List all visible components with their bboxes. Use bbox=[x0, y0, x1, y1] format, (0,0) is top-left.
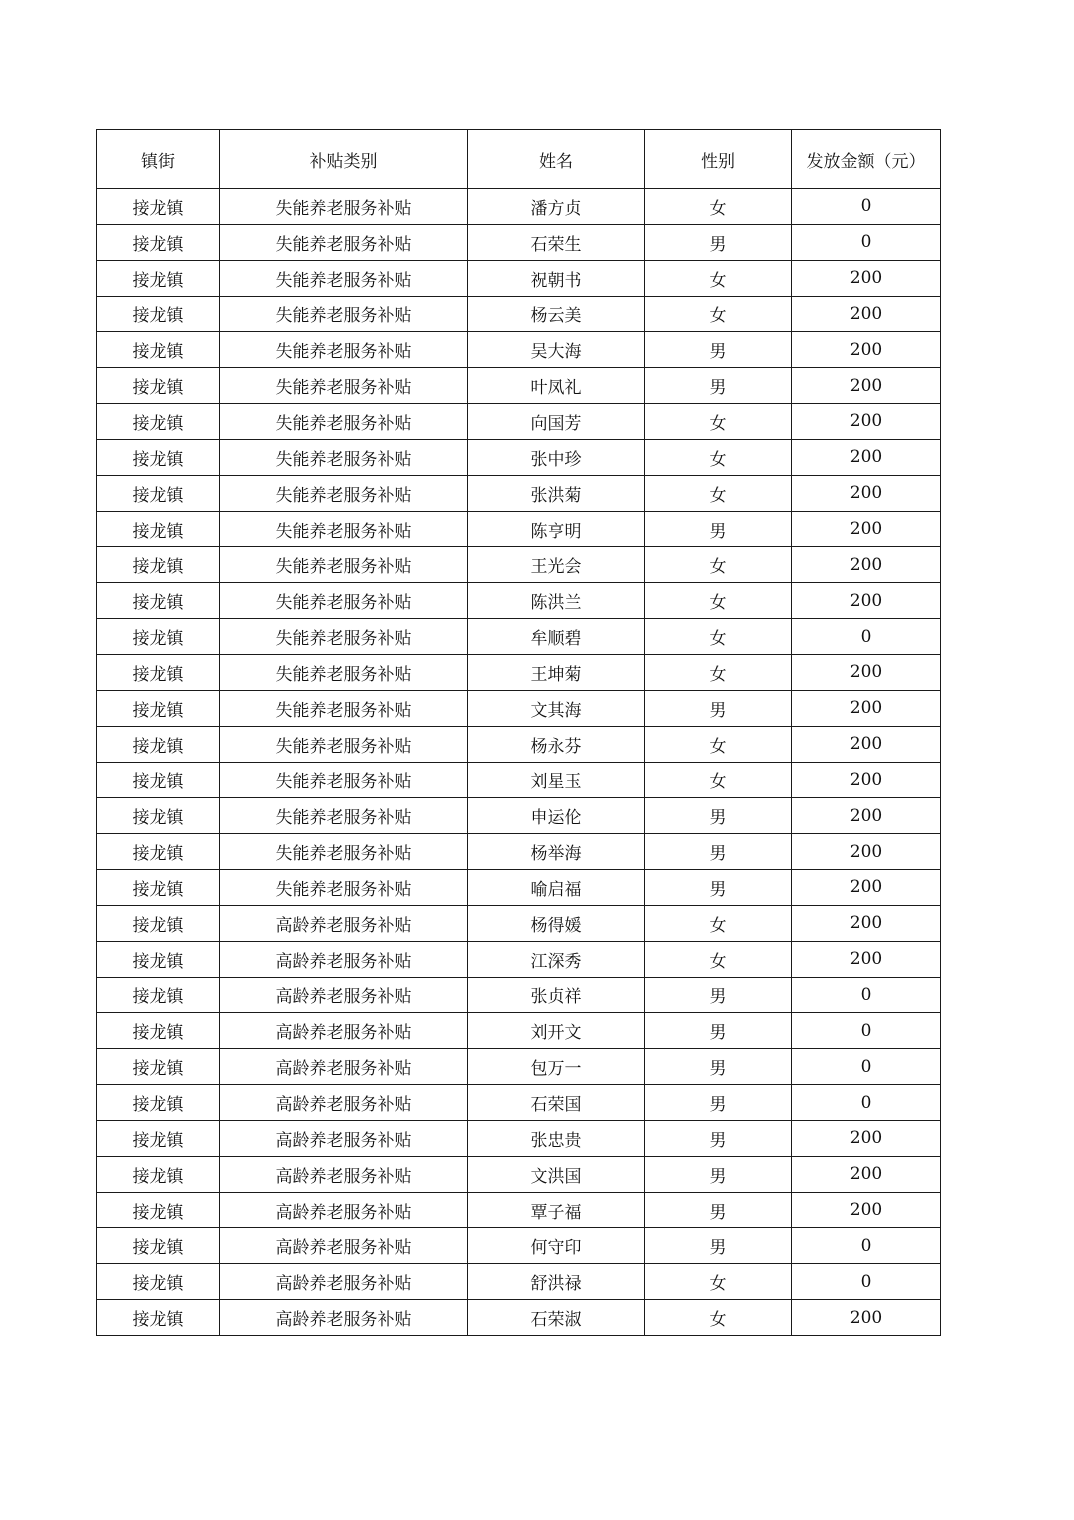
cell-town: 接龙镇 bbox=[97, 511, 220, 547]
cell-amount: 0 bbox=[792, 189, 941, 225]
cell-amount: 200 bbox=[792, 511, 941, 547]
header-subsidy-type: 补贴类别 bbox=[220, 130, 468, 189]
subsidy-table-container bbox=[96, 129, 940, 1336]
cell-name: 祝朝书 bbox=[468, 260, 645, 296]
cell-town: 接龙镇 bbox=[97, 296, 220, 332]
table-row bbox=[97, 224, 941, 260]
cell-name: 石荣国 bbox=[468, 1085, 645, 1121]
cell-amount: 200 bbox=[792, 1156, 941, 1192]
cell-amount: 0 bbox=[792, 1264, 941, 1300]
cell-subsidy-type: 高龄养老服务补贴 bbox=[220, 905, 468, 941]
table-row bbox=[97, 1300, 941, 1336]
cell-gender: 男 bbox=[645, 1228, 792, 1264]
cell-amount: 0 bbox=[792, 1049, 941, 1085]
cell-amount: 200 bbox=[792, 296, 941, 332]
cell-gender: 男 bbox=[645, 798, 792, 834]
cell-name: 王光会 bbox=[468, 547, 645, 583]
cell-subsidy-type: 高龄养老服务补贴 bbox=[220, 1085, 468, 1121]
cell-name: 喻启福 bbox=[468, 870, 645, 906]
cell-gender: 女 bbox=[645, 905, 792, 941]
cell-gender: 女 bbox=[645, 1300, 792, 1336]
cell-town: 接龙镇 bbox=[97, 905, 220, 941]
cell-name: 张洪菊 bbox=[468, 475, 645, 511]
cell-gender: 女 bbox=[645, 726, 792, 762]
table-row bbox=[97, 870, 941, 906]
table-row bbox=[97, 798, 941, 834]
cell-name: 何守印 bbox=[468, 1228, 645, 1264]
cell-name: 申运伦 bbox=[468, 798, 645, 834]
cell-amount: 200 bbox=[792, 834, 941, 870]
header-name: 姓名 bbox=[468, 130, 645, 189]
cell-gender: 男 bbox=[645, 368, 792, 404]
cell-amount: 200 bbox=[792, 404, 941, 440]
cell-amount: 200 bbox=[792, 798, 941, 834]
cell-name: 舒洪禄 bbox=[468, 1264, 645, 1300]
table-row bbox=[97, 1192, 941, 1228]
cell-subsidy-type: 失能养老服务补贴 bbox=[220, 690, 468, 726]
cell-town: 接龙镇 bbox=[97, 1192, 220, 1228]
table-row bbox=[97, 654, 941, 690]
cell-amount: 200 bbox=[792, 870, 941, 906]
table-row bbox=[97, 1264, 941, 1300]
cell-amount: 0 bbox=[792, 1013, 941, 1049]
header-gender: 性别 bbox=[645, 130, 792, 189]
table-row bbox=[97, 439, 941, 475]
cell-amount: 200 bbox=[792, 547, 941, 583]
table-row bbox=[97, 583, 941, 619]
cell-subsidy-type: 失能养老服务补贴 bbox=[220, 726, 468, 762]
cell-name: 江深秀 bbox=[468, 941, 645, 977]
cell-name: 杨云美 bbox=[468, 296, 645, 332]
table-row bbox=[97, 260, 941, 296]
cell-town: 接龙镇 bbox=[97, 977, 220, 1013]
cell-name: 杨得媛 bbox=[468, 905, 645, 941]
table-row bbox=[97, 189, 941, 225]
cell-gender: 女 bbox=[645, 296, 792, 332]
cell-town: 接龙镇 bbox=[97, 798, 220, 834]
cell-name: 吴大海 bbox=[468, 332, 645, 368]
cell-town: 接龙镇 bbox=[97, 726, 220, 762]
table-row bbox=[97, 1120, 941, 1156]
cell-subsidy-type: 高龄养老服务补贴 bbox=[220, 977, 468, 1013]
cell-subsidy-type: 失能养老服务补贴 bbox=[220, 260, 468, 296]
cell-subsidy-type: 高龄养老服务补贴 bbox=[220, 941, 468, 977]
cell-gender: 男 bbox=[645, 834, 792, 870]
cell-subsidy-type: 失能养老服务补贴 bbox=[220, 547, 468, 583]
cell-gender: 男 bbox=[645, 1085, 792, 1121]
table-row bbox=[97, 475, 941, 511]
cell-gender: 女 bbox=[645, 762, 792, 798]
cell-amount: 200 bbox=[792, 475, 941, 511]
cell-subsidy-type: 失能养老服务补贴 bbox=[220, 834, 468, 870]
cell-amount: 0 bbox=[792, 977, 941, 1013]
table-row bbox=[97, 296, 941, 332]
cell-subsidy-type: 高龄养老服务补贴 bbox=[220, 1049, 468, 1085]
cell-town: 接龙镇 bbox=[97, 1049, 220, 1085]
cell-subsidy-type: 失能养老服务补贴 bbox=[220, 654, 468, 690]
cell-gender: 女 bbox=[645, 260, 792, 296]
cell-subsidy-type: 失能养老服务补贴 bbox=[220, 189, 468, 225]
cell-town: 接龙镇 bbox=[97, 189, 220, 225]
table-row bbox=[97, 332, 941, 368]
cell-subsidy-type: 失能养老服务补贴 bbox=[220, 798, 468, 834]
cell-subsidy-type: 失能养老服务补贴 bbox=[220, 368, 468, 404]
cell-subsidy-type: 高龄养老服务补贴 bbox=[220, 1120, 468, 1156]
cell-subsidy-type: 失能养老服务补贴 bbox=[220, 870, 468, 906]
cell-subsidy-type: 高龄养老服务补贴 bbox=[220, 1228, 468, 1264]
cell-subsidy-type: 失能养老服务补贴 bbox=[220, 762, 468, 798]
cell-town: 接龙镇 bbox=[97, 1156, 220, 1192]
cell-town: 接龙镇 bbox=[97, 1120, 220, 1156]
cell-town: 接龙镇 bbox=[97, 619, 220, 655]
cell-amount: 200 bbox=[792, 368, 941, 404]
cell-amount: 200 bbox=[792, 1192, 941, 1228]
cell-name: 陈亨明 bbox=[468, 511, 645, 547]
cell-amount: 0 bbox=[792, 224, 941, 260]
cell-gender: 男 bbox=[645, 1120, 792, 1156]
cell-town: 接龙镇 bbox=[97, 834, 220, 870]
cell-subsidy-type: 失能养老服务补贴 bbox=[220, 224, 468, 260]
cell-subsidy-type: 失能养老服务补贴 bbox=[220, 511, 468, 547]
cell-gender: 女 bbox=[645, 1264, 792, 1300]
cell-subsidy-type: 失能养老服务补贴 bbox=[220, 296, 468, 332]
cell-subsidy-type: 失能养老服务补贴 bbox=[220, 404, 468, 440]
cell-town: 接龙镇 bbox=[97, 870, 220, 906]
cell-gender: 女 bbox=[645, 475, 792, 511]
cell-gender: 男 bbox=[645, 870, 792, 906]
header-row bbox=[97, 130, 941, 189]
cell-name: 向国芳 bbox=[468, 404, 645, 440]
cell-name: 牟顺碧 bbox=[468, 619, 645, 655]
table-row bbox=[97, 1228, 941, 1264]
cell-subsidy-type: 失能养老服务补贴 bbox=[220, 619, 468, 655]
cell-amount: 200 bbox=[792, 654, 941, 690]
cell-name: 覃子福 bbox=[468, 1192, 645, 1228]
cell-town: 接龙镇 bbox=[97, 547, 220, 583]
cell-amount: 200 bbox=[792, 439, 941, 475]
cell-town: 接龙镇 bbox=[97, 1013, 220, 1049]
cell-gender: 女 bbox=[645, 547, 792, 583]
cell-name: 张中珍 bbox=[468, 439, 645, 475]
subsidy-table bbox=[96, 129, 941, 1336]
table-row bbox=[97, 368, 941, 404]
cell-amount: 0 bbox=[792, 619, 941, 655]
table-row bbox=[97, 905, 941, 941]
table-row bbox=[97, 977, 941, 1013]
header-amount: 发放金额（元） bbox=[792, 130, 941, 189]
cell-gender: 男 bbox=[645, 224, 792, 260]
cell-town: 接龙镇 bbox=[97, 332, 220, 368]
cell-town: 接龙镇 bbox=[97, 368, 220, 404]
cell-town: 接龙镇 bbox=[97, 1264, 220, 1300]
cell-name: 杨举海 bbox=[468, 834, 645, 870]
cell-subsidy-type: 高龄养老服务补贴 bbox=[220, 1192, 468, 1228]
table-row bbox=[97, 1049, 941, 1085]
cell-gender: 男 bbox=[645, 1192, 792, 1228]
cell-gender: 女 bbox=[645, 583, 792, 619]
cell-name: 石荣淑 bbox=[468, 1300, 645, 1336]
cell-name: 石荣生 bbox=[468, 224, 645, 260]
cell-town: 接龙镇 bbox=[97, 224, 220, 260]
cell-town: 接龙镇 bbox=[97, 439, 220, 475]
cell-subsidy-type: 高龄养老服务补贴 bbox=[220, 1013, 468, 1049]
cell-amount: 200 bbox=[792, 762, 941, 798]
table-row bbox=[97, 619, 941, 655]
cell-gender: 女 bbox=[645, 439, 792, 475]
cell-name: 文洪国 bbox=[468, 1156, 645, 1192]
cell-name: 文其海 bbox=[468, 690, 645, 726]
cell-name: 潘方贞 bbox=[468, 189, 645, 225]
cell-amount: 200 bbox=[792, 905, 941, 941]
cell-name: 刘开文 bbox=[468, 1013, 645, 1049]
cell-amount: 200 bbox=[792, 941, 941, 977]
cell-town: 接龙镇 bbox=[97, 260, 220, 296]
cell-amount: 200 bbox=[792, 260, 941, 296]
cell-town: 接龙镇 bbox=[97, 690, 220, 726]
cell-gender: 男 bbox=[645, 1049, 792, 1085]
cell-amount: 200 bbox=[792, 1120, 941, 1156]
table-row bbox=[97, 726, 941, 762]
cell-gender: 女 bbox=[645, 189, 792, 225]
cell-subsidy-type: 高龄养老服务补贴 bbox=[220, 1156, 468, 1192]
table-row bbox=[97, 690, 941, 726]
cell-gender: 女 bbox=[645, 619, 792, 655]
cell-subsidy-type: 失能养老服务补贴 bbox=[220, 583, 468, 619]
cell-amount: 200 bbox=[792, 1300, 941, 1336]
table-row bbox=[97, 834, 941, 870]
cell-town: 接龙镇 bbox=[97, 1228, 220, 1264]
cell-town: 接龙镇 bbox=[97, 654, 220, 690]
cell-name: 张贞祥 bbox=[468, 977, 645, 1013]
cell-subsidy-type: 失能养老服务补贴 bbox=[220, 475, 468, 511]
cell-gender: 女 bbox=[645, 941, 792, 977]
cell-name: 陈洪兰 bbox=[468, 583, 645, 619]
cell-town: 接龙镇 bbox=[97, 1300, 220, 1336]
cell-town: 接龙镇 bbox=[97, 404, 220, 440]
cell-name: 叶凤礼 bbox=[468, 368, 645, 404]
table-header bbox=[97, 130, 941, 189]
cell-amount: 0 bbox=[792, 1228, 941, 1264]
cell-amount: 200 bbox=[792, 332, 941, 368]
cell-amount: 200 bbox=[792, 583, 941, 619]
cell-town: 接龙镇 bbox=[97, 583, 220, 619]
table-row bbox=[97, 762, 941, 798]
cell-subsidy-type: 失能养老服务补贴 bbox=[220, 439, 468, 475]
cell-subsidy-type: 高龄养老服务补贴 bbox=[220, 1264, 468, 1300]
cell-subsidy-type: 失能养老服务补贴 bbox=[220, 332, 468, 368]
cell-name: 包万一 bbox=[468, 1049, 645, 1085]
header-town: 镇街 bbox=[97, 130, 220, 189]
cell-gender: 女 bbox=[645, 404, 792, 440]
cell-town: 接龙镇 bbox=[97, 475, 220, 511]
table-body bbox=[97, 189, 941, 1336]
cell-gender: 男 bbox=[645, 511, 792, 547]
table-row bbox=[97, 1013, 941, 1049]
table-row bbox=[97, 547, 941, 583]
cell-name: 刘星玉 bbox=[468, 762, 645, 798]
cell-amount: 200 bbox=[792, 726, 941, 762]
cell-town: 接龙镇 bbox=[97, 941, 220, 977]
cell-name: 杨永芬 bbox=[468, 726, 645, 762]
cell-amount: 200 bbox=[792, 690, 941, 726]
table-row bbox=[97, 511, 941, 547]
cell-gender: 男 bbox=[645, 332, 792, 368]
cell-name: 王坤菊 bbox=[468, 654, 645, 690]
cell-subsidy-type: 高龄养老服务补贴 bbox=[220, 1300, 468, 1336]
cell-name: 张忠贵 bbox=[468, 1120, 645, 1156]
table-row bbox=[97, 941, 941, 977]
cell-town: 接龙镇 bbox=[97, 1085, 220, 1121]
cell-gender: 男 bbox=[645, 690, 792, 726]
cell-gender: 男 bbox=[645, 977, 792, 1013]
cell-gender: 男 bbox=[645, 1013, 792, 1049]
cell-town: 接龙镇 bbox=[97, 762, 220, 798]
table-row bbox=[97, 1156, 941, 1192]
table-row bbox=[97, 404, 941, 440]
table-row bbox=[97, 1085, 941, 1121]
cell-amount: 0 bbox=[792, 1085, 941, 1121]
cell-gender: 女 bbox=[645, 654, 792, 690]
cell-gender: 男 bbox=[645, 1156, 792, 1192]
